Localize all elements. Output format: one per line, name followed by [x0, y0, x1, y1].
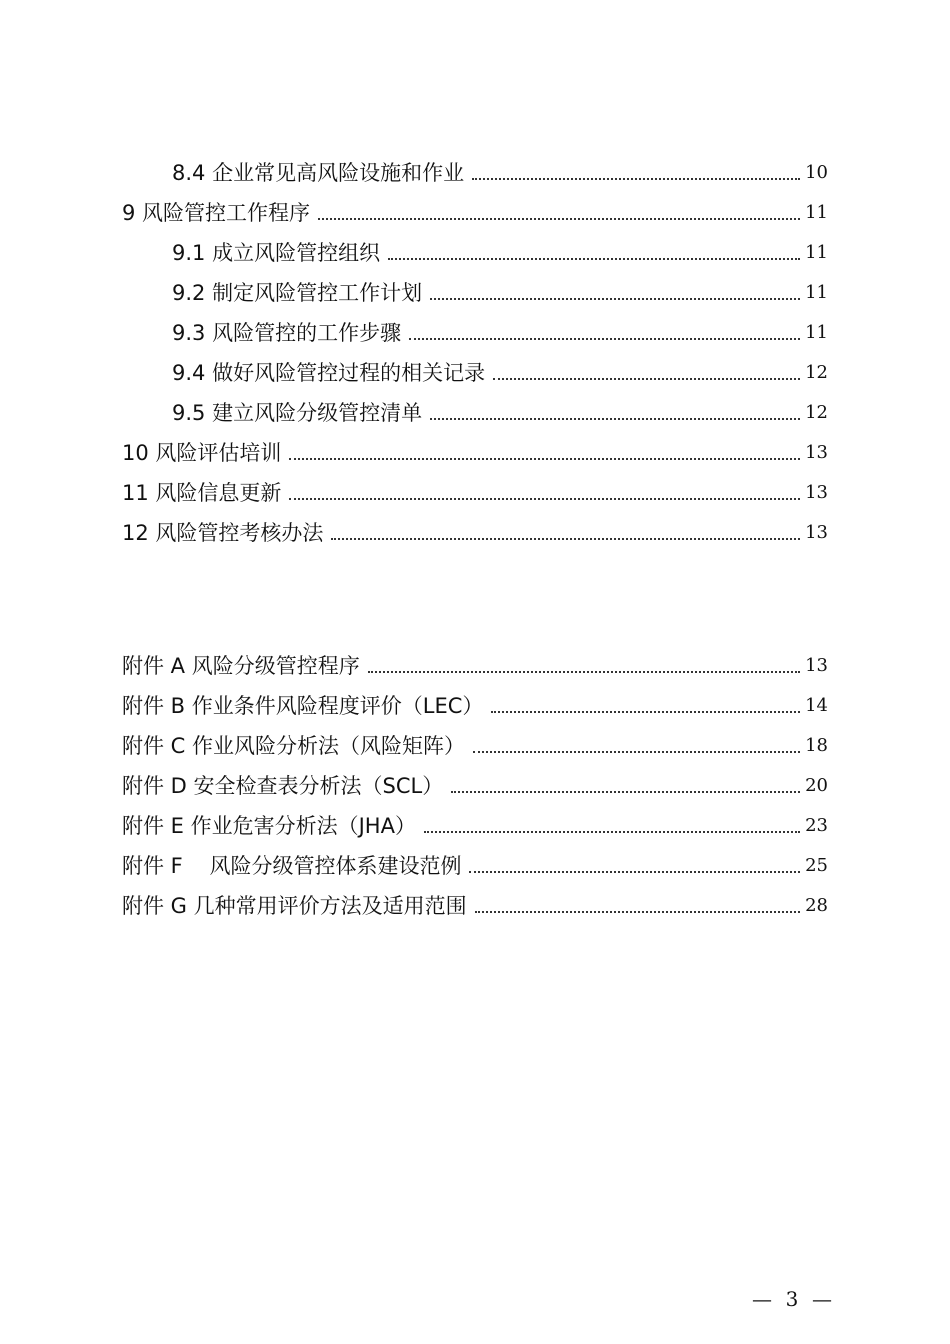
- toc-entry-9[interactable]: [122, 198, 828, 228]
- toc-entry-title: 11 风险信息更新: [122, 481, 282, 505]
- toc-entry-11[interactable]: [122, 478, 828, 508]
- toc-entry-page: 20: [805, 775, 828, 796]
- toc-entry-page: 13: [805, 442, 828, 463]
- toc-entry-page: 11: [805, 282, 828, 303]
- dot-leader: [451, 791, 800, 793]
- toc-entry-page: 10: [805, 162, 828, 183]
- toc-entry-page: 13: [805, 482, 828, 503]
- dot-leader: [388, 258, 800, 260]
- dot-leader: [289, 458, 800, 460]
- dot-leader: [472, 178, 800, 180]
- toc-entry-9-4[interactable]: [172, 358, 828, 388]
- toc-entry-page: 18: [805, 735, 828, 756]
- toc-entry-title: 12 风险管控考核办法: [122, 521, 324, 545]
- dot-leader: [491, 711, 800, 713]
- toc-entry-10[interactable]: [122, 438, 828, 468]
- toc-entry-title: 附件 G 几种常用评价方法及适用范围: [122, 894, 467, 918]
- toc-entry-9-1[interactable]: [172, 238, 828, 268]
- appendix-entry-f[interactable]: [122, 851, 828, 881]
- dot-leader: [473, 751, 800, 753]
- toc-entry-title: 8.4 企业常见高风险设施和作业: [172, 161, 465, 185]
- toc-entry-page: 13: [805, 522, 828, 543]
- toc-entry-page: 11: [805, 242, 828, 263]
- page-number: 3: [785, 1287, 799, 1311]
- toc-entry-12[interactable]: [122, 518, 828, 548]
- toc-entry-title: 附件 A 风险分级管控程序: [122, 654, 360, 678]
- toc-entry-page: 11: [805, 202, 828, 223]
- dot-leader: [331, 538, 800, 540]
- toc-entry-title: 附件 D 安全检查表分析法（SCL）: [122, 774, 444, 798]
- toc-entry-9-5[interactable]: [172, 398, 828, 428]
- toc-entry-title: 附件 E 作业危害分析法（JHA）: [122, 814, 416, 838]
- toc-entry-title: 9.4 做好风险管控过程的相关记录: [172, 361, 486, 385]
- dot-leader: [430, 298, 800, 300]
- toc-entry-page: 12: [805, 362, 828, 383]
- toc-entry-title: 附件 C 作业风险分析法（风险矩阵）: [122, 734, 466, 758]
- toc-entry-page: 23: [805, 815, 828, 836]
- toc-entry-title: 10 风险评估培训: [122, 441, 282, 465]
- appendix-entry-c[interactable]: [122, 731, 828, 761]
- dot-leader: [318, 218, 800, 220]
- appendix-entry-e[interactable]: [122, 811, 828, 841]
- dot-leader: [469, 871, 800, 873]
- appendix-entry-g[interactable]: [122, 891, 828, 921]
- toc-entry-title: 9.5 建立风险分级管控清单: [172, 401, 423, 425]
- toc-entry-title: 9.3 风险管控的工作步骤: [172, 321, 402, 345]
- appendix-entry-d[interactable]: [122, 771, 828, 801]
- toc-entry-page: 14: [805, 695, 828, 716]
- toc-entry-title: 9.2 制定风险管控工作计划: [172, 281, 423, 305]
- toc-entry-page: 11: [805, 322, 828, 343]
- toc-entry-8-4[interactable]: [172, 158, 828, 188]
- dot-leader: [409, 338, 800, 340]
- toc-entry-page: 25: [805, 855, 828, 876]
- appendix-entry-b[interactable]: [122, 691, 828, 721]
- footer-dash-right: —: [811, 1287, 832, 1311]
- toc-entry-title: 9.1 成立风险管控组织: [172, 241, 381, 265]
- toc-entry-9-3[interactable]: [172, 318, 828, 348]
- dot-leader: [289, 498, 800, 500]
- page-footer: [752, 1287, 832, 1311]
- toc-entry-page: 28: [805, 895, 828, 916]
- toc-entry-9-2[interactable]: [172, 278, 828, 308]
- dot-leader: [493, 378, 800, 380]
- toc-entry-title: 附件 F 风险分级管控体系建设范例: [122, 854, 462, 878]
- appendix-entry-a[interactable]: [122, 651, 828, 681]
- toc-entry-page: 13: [805, 655, 828, 676]
- dot-leader: [368, 671, 800, 673]
- dot-leader: [475, 911, 800, 913]
- toc-entry-title: 附件 B 作业条件风险程度评价（LEC）: [122, 694, 484, 718]
- toc-entry-page: 12: [805, 402, 828, 423]
- dot-leader: [424, 831, 800, 833]
- footer-dash-left: —: [752, 1287, 772, 1311]
- dot-leader: [430, 418, 800, 420]
- toc-entry-title: 9 风险管控工作程序: [122, 201, 311, 225]
